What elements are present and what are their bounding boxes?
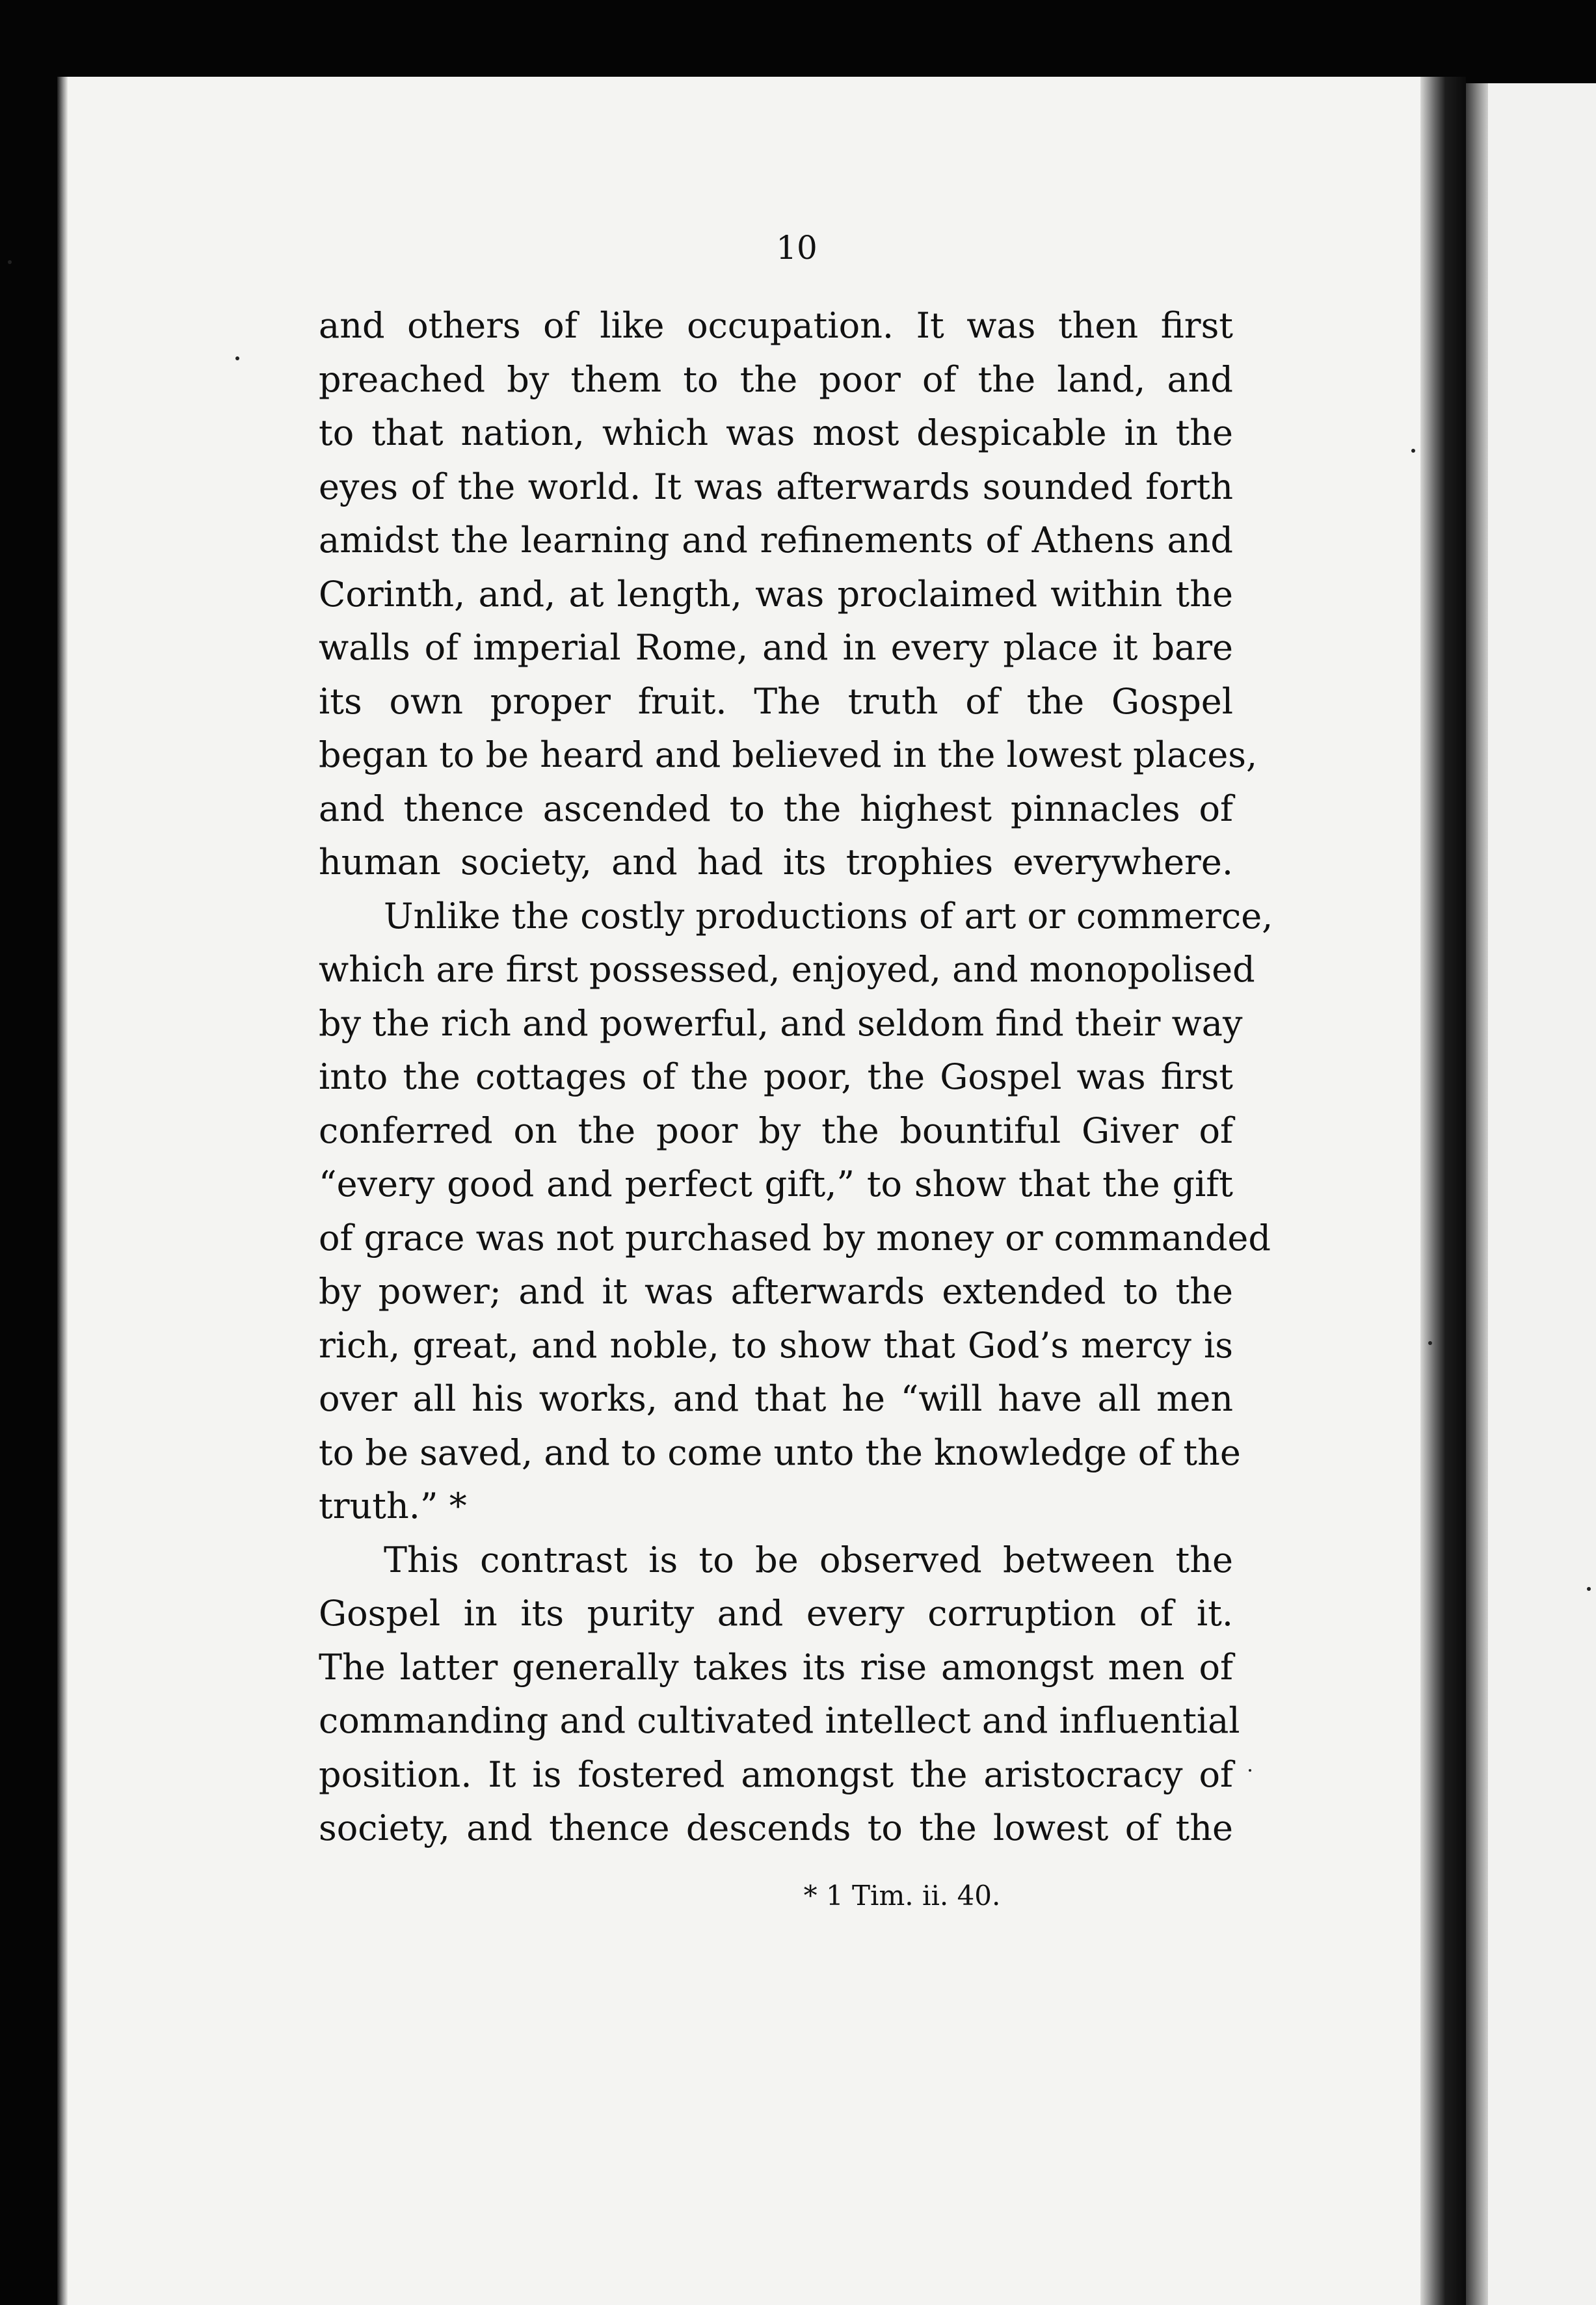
text-line: amidst the learning and refinements of Athens and — [319, 520, 1233, 561]
text-line: truth.” * — [319, 1486, 467, 1526]
text-line: its own proper fruit. The truth of the Gospel — [319, 680, 1233, 722]
text-line: by power; and it was afterwards extended to the — [319, 1271, 1233, 1312]
dust-speck — [1587, 1587, 1591, 1591]
text-line: to be saved, and to come unto the knowledge of the — [319, 1432, 1241, 1473]
text-line: and thence ascended to the highest pinnacles of — [319, 788, 1233, 829]
text-line: This contrast is to be observed between the — [384, 1539, 1233, 1580]
text-line: walls of imperial Rome, and in every place it bare — [319, 627, 1233, 668]
text-line: over all his works, and that he “will have all men — [319, 1378, 1233, 1419]
paragraph-1 — [319, 299, 1258, 890]
dust-speck — [235, 356, 239, 360]
text-line: rich, great, and noble, to show that God’s mercy is — [319, 1324, 1233, 1366]
text-line: human society, and had its trophies everywhere. — [319, 842, 1233, 883]
text-line: to that nation, which was most despicable in the — [319, 412, 1233, 453]
paragraph-2 — [319, 890, 1273, 1534]
page-number: 10 — [776, 229, 818, 267]
text-line: society, and thence descends to the lowest of the — [319, 1807, 1233, 1848]
text-line: of grace was not purchased by money or commanded — [319, 1217, 1271, 1259]
text-line: commanding and cultivated intellect and influential — [319, 1700, 1240, 1741]
dust-speck — [1411, 449, 1415, 453]
text-line: Unlike the costly productions of art or commerce, — [384, 895, 1273, 937]
text-line: Gospel in its purity and every corruption of it. — [319, 1593, 1233, 1634]
body-text — [319, 299, 1273, 1856]
text-line: Corinth, and, at length, was proclaimed within the — [319, 573, 1233, 615]
text-line: The latter generally takes its rise amongst men of — [319, 1646, 1233, 1688]
text-line: by the rich and powerful, and seldom find their way — [319, 1002, 1243, 1044]
text-line: preached by them to the poor of the land, and — [319, 358, 1233, 400]
text-line: position. It is fostered amongst the aristocracy of — [319, 1753, 1233, 1795]
text-line: into the cottages of the poor, the Gospel was first — [319, 1056, 1233, 1097]
dust-speck — [1428, 1341, 1432, 1345]
text-line: conferred on the poor by the bountiful Giver of — [319, 1110, 1233, 1151]
book-spine-shadow — [1420, 77, 1466, 2305]
facing-page-shadow — [1466, 83, 1488, 2305]
paragraph-3 — [319, 1534, 1240, 1856]
footnote: * 1 Tim. ii. 40. — [803, 1880, 1001, 1912]
dust-speck — [1249, 1769, 1251, 1772]
page-left-edge — [57, 77, 68, 2305]
text-line: and others of like occupation. It was then first — [319, 305, 1233, 346]
text-line: began to be heard and believed in the lowest places, — [319, 734, 1258, 775]
text-line: which are first possessed, enjoyed, and monopolised — [319, 949, 1255, 990]
text-line: eyes of the world. It was afterwards sounded forth — [319, 466, 1233, 507]
text-line: “every good and perfect gift,” to show that the gift — [319, 1164, 1233, 1205]
